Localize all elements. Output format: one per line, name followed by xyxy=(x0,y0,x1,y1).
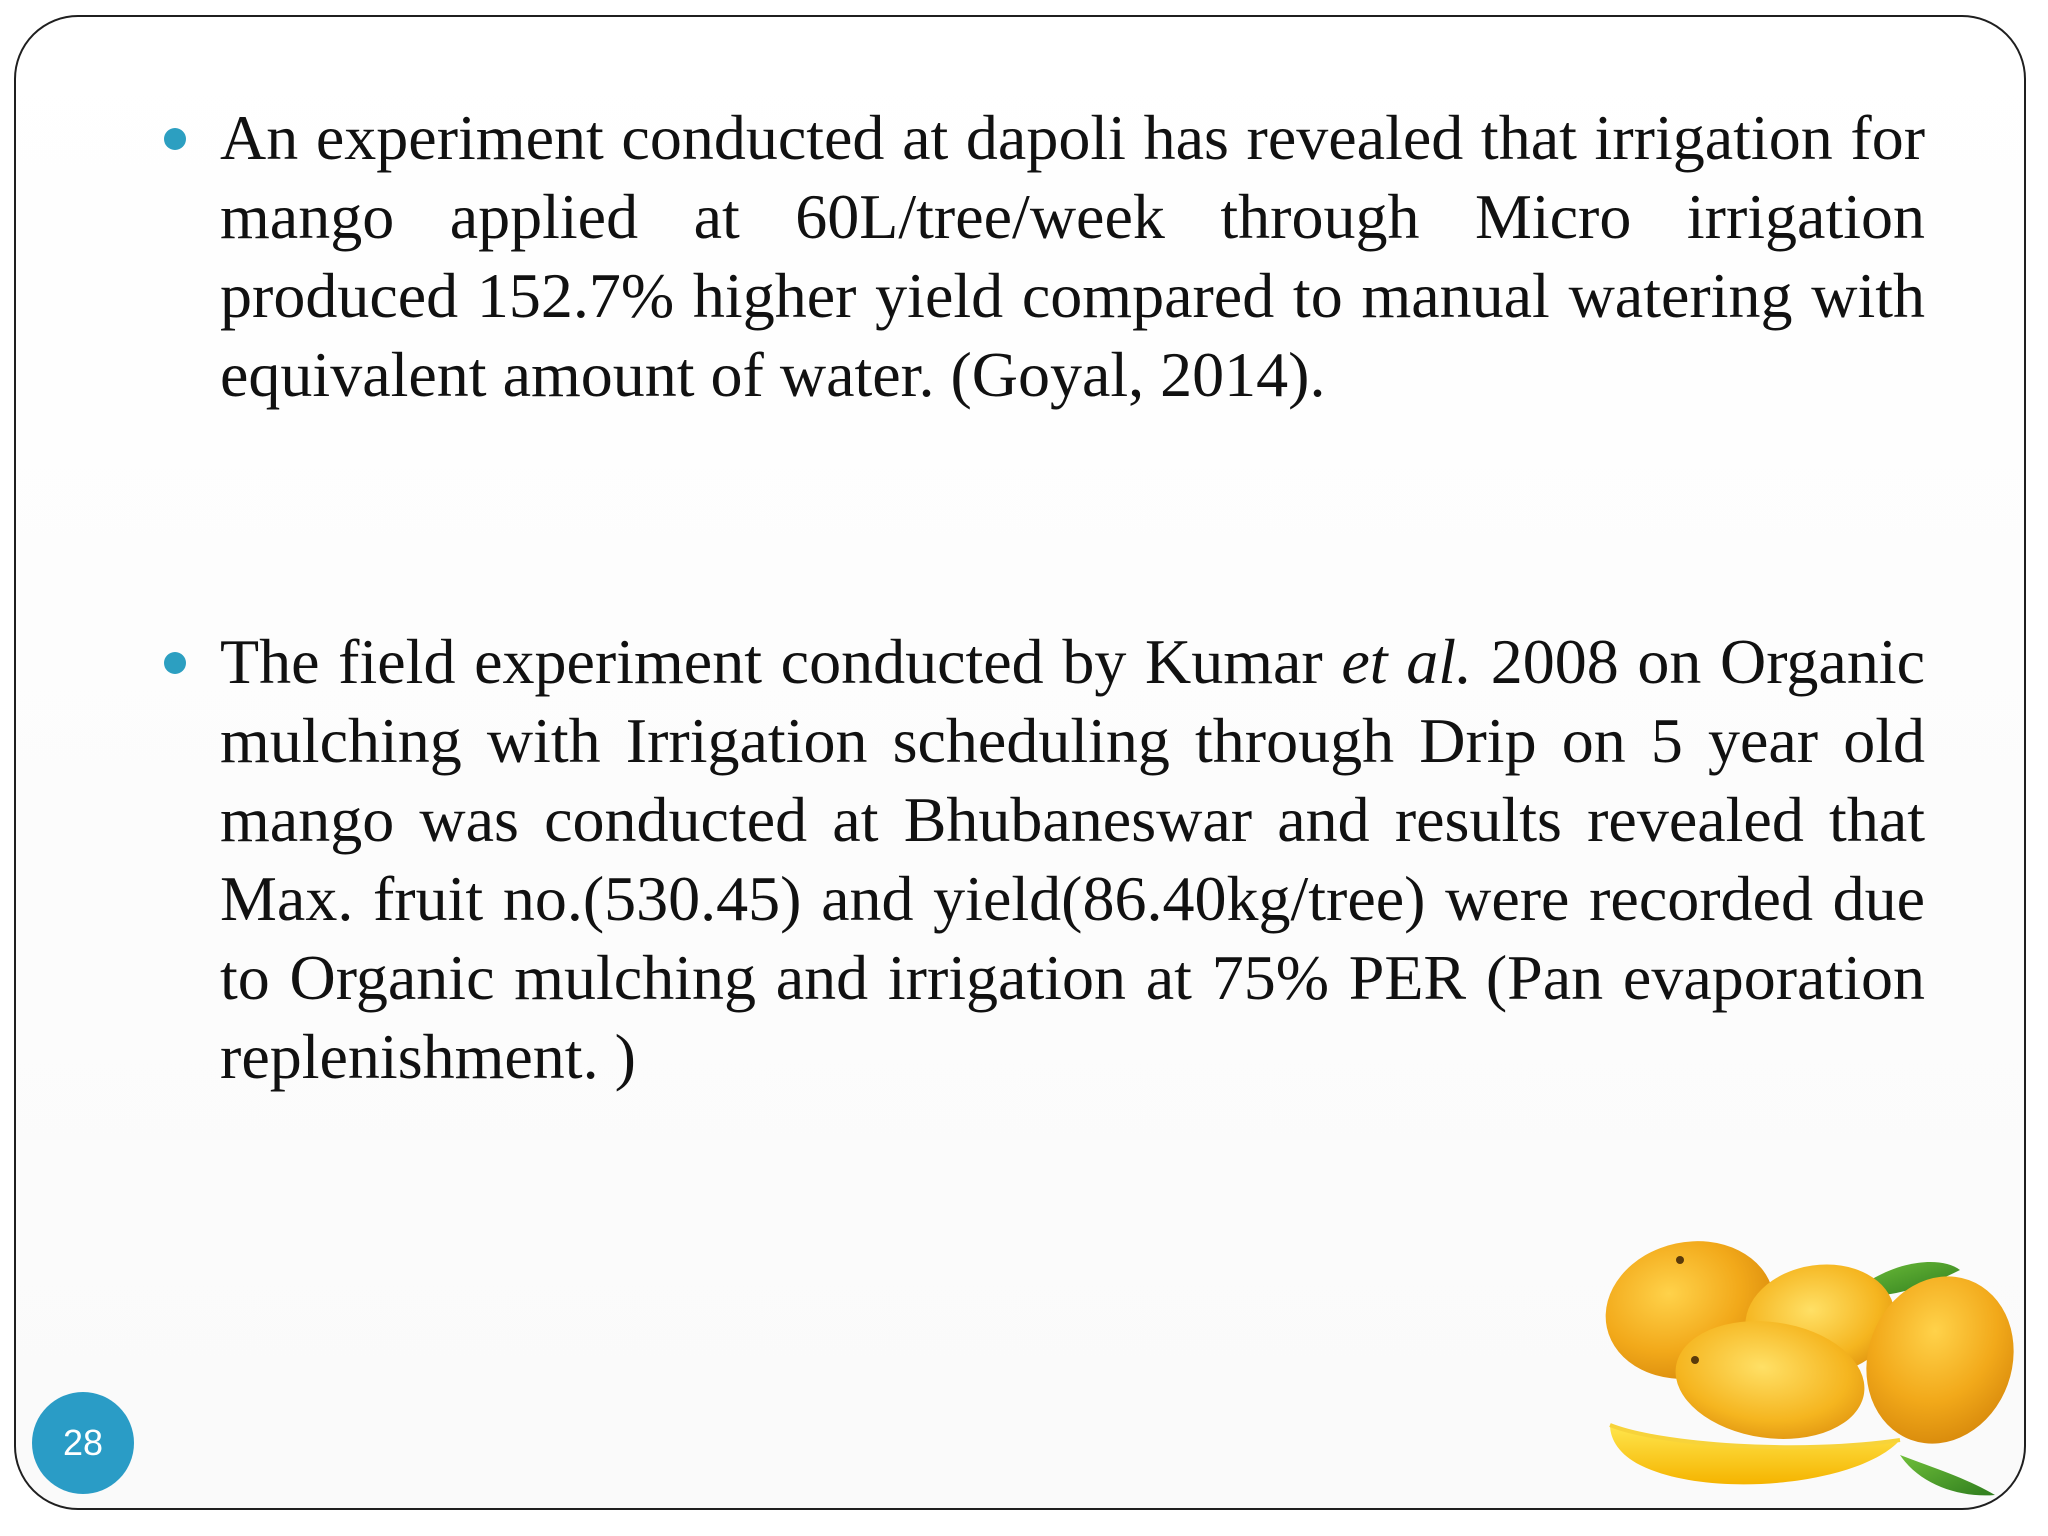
bullet-text-2-italic: et al. xyxy=(1341,626,1473,697)
bullet-item-1 xyxy=(220,98,1925,414)
bullet-text-1: An experiment conducted at dapoli has revealed that irrigation for mango applied at 60L/tree/week through Micro irrigation produced 152.7% higher yield compared to manual watering with equivalent amount of water. (Goyal, 2014). xyxy=(220,102,1925,410)
bullet-text-2-start: The field experiment conducted by Kumar xyxy=(220,626,1342,697)
bullet-text-2-end: 2008 on Organic mulching with Irrigation scheduling through Drip on 5 year old mango was conducted at Bhubaneswar and results revealed that Max. fruit no.(530.45) and yield(86.40kg/tree) were recorded due to Organic mulching and irrigation at 75% PER (Pan evaporation replenishment. ) xyxy=(220,626,1926,1092)
bullet-dot-icon xyxy=(164,652,186,674)
bullet-item-2 xyxy=(220,622,1925,1096)
bullet-dot-icon xyxy=(164,128,186,150)
mango-fruits-icon xyxy=(1600,1240,2020,1510)
page-number-badge: 28 xyxy=(32,1392,134,1494)
